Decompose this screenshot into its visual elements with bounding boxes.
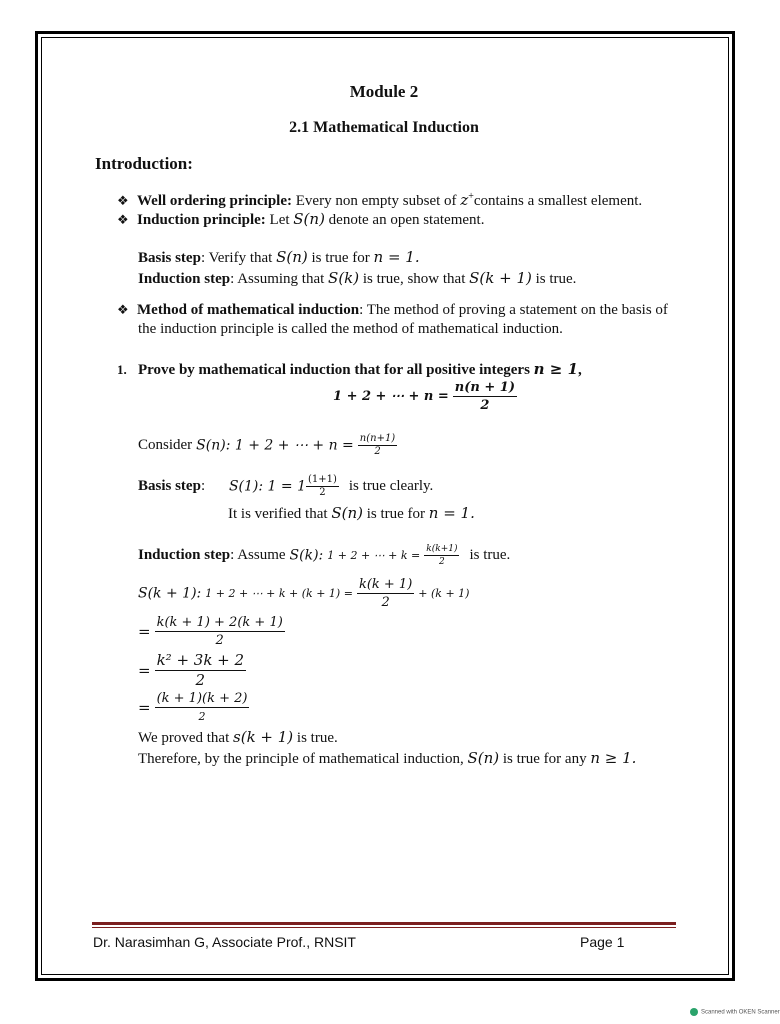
induction-principle-item: ❖ Induction principle: Let S(n) denote an open statement. bbox=[117, 210, 485, 228]
basis-verified-line: It is verified that S(n) is true for n = 1. bbox=[228, 504, 475, 522]
well-ordering-item: ❖ Well ordering principle: Every non empty subset of z+contains a smallest element. bbox=[117, 191, 643, 209]
intro-heading: Introduction: bbox=[95, 154, 193, 173]
module-title: Module 2 bbox=[349, 82, 419, 101]
section-title: 2.1 Mathematical Induction bbox=[289, 119, 479, 136]
proved-line: We proved that s(k + 1) is true. bbox=[138, 728, 338, 746]
diamond-bullet-icon: ❖ bbox=[117, 303, 129, 318]
footer-rule-thick bbox=[92, 922, 676, 925]
footer-page-number: Page 1 bbox=[580, 934, 625, 950]
proof-line-3: = $\frac{\text{k² + 3k + 2}}{2}$ bbox=[138, 651, 245, 689]
consider-line: Consider S(n): 1 + 2 + ⋯ + n = $\frac{n(n+1)}{2}$ bbox=[138, 433, 396, 457]
scanner-logo-icon bbox=[690, 1008, 698, 1016]
footer-author: Dr. Narasimhan G, Associate Prof., RNSIT bbox=[93, 934, 356, 950]
basis-step-line: Basis step: S(1): 1 = 1 $\frac{(1+1)}{2}$ is true clearly. bbox=[138, 474, 434, 498]
proof-line-2: = $\frac{k(k + 1) + 2(k + 1)}{2}$ bbox=[138, 615, 283, 648]
diamond-bullet-icon: ❖ bbox=[117, 213, 129, 228]
induction-step-line: Induction step: Assume S(k): 1 + 2 + ⋯ + k = $\frac{k(k+1)}{2}$ is true. bbox=[138, 544, 511, 567]
diamond-bullet-icon: ❖ bbox=[117, 194, 129, 209]
induction-step-definition: Induction step: Assuming that S(k) is true, show that S(k + 1) is true. bbox=[138, 269, 577, 287]
proof-line-4: = $\frac{(k + 1)(k + 2)}{2}$ bbox=[138, 691, 248, 723]
proof-line-1: S(k + 1): 1 + 2 + ⋯ + k + (k + 1) = $\frac{k(k + 1)}{2}$ + (k + 1) bbox=[138, 577, 470, 610]
method-item: ❖ Method of mathematical induction: The method of proving a statement on the basis of bbox=[117, 302, 668, 318]
method-line-2: the induction principle is called the method of mathematical induction. bbox=[138, 321, 563, 337]
basis-step-definition: Basis step: Verify that S(n) is true for n = 1. bbox=[138, 248, 420, 266]
problem-formula: 1 + 2 + ⋯ + n = $\frac{n(n + 1)}{2}$ bbox=[333, 380, 515, 413]
problem-statement: 1. Prove by mathematical induction that for all positive integers n ≥ 1, bbox=[117, 360, 582, 378]
conclusion-line: Therefore, by the principle of mathematical induction, S(n) is true for any n ≥ 1. bbox=[138, 749, 637, 767]
scanner-stamp: Scanned with OKEN Scanner bbox=[690, 1008, 780, 1016]
footer-rule-thin bbox=[92, 927, 676, 928]
